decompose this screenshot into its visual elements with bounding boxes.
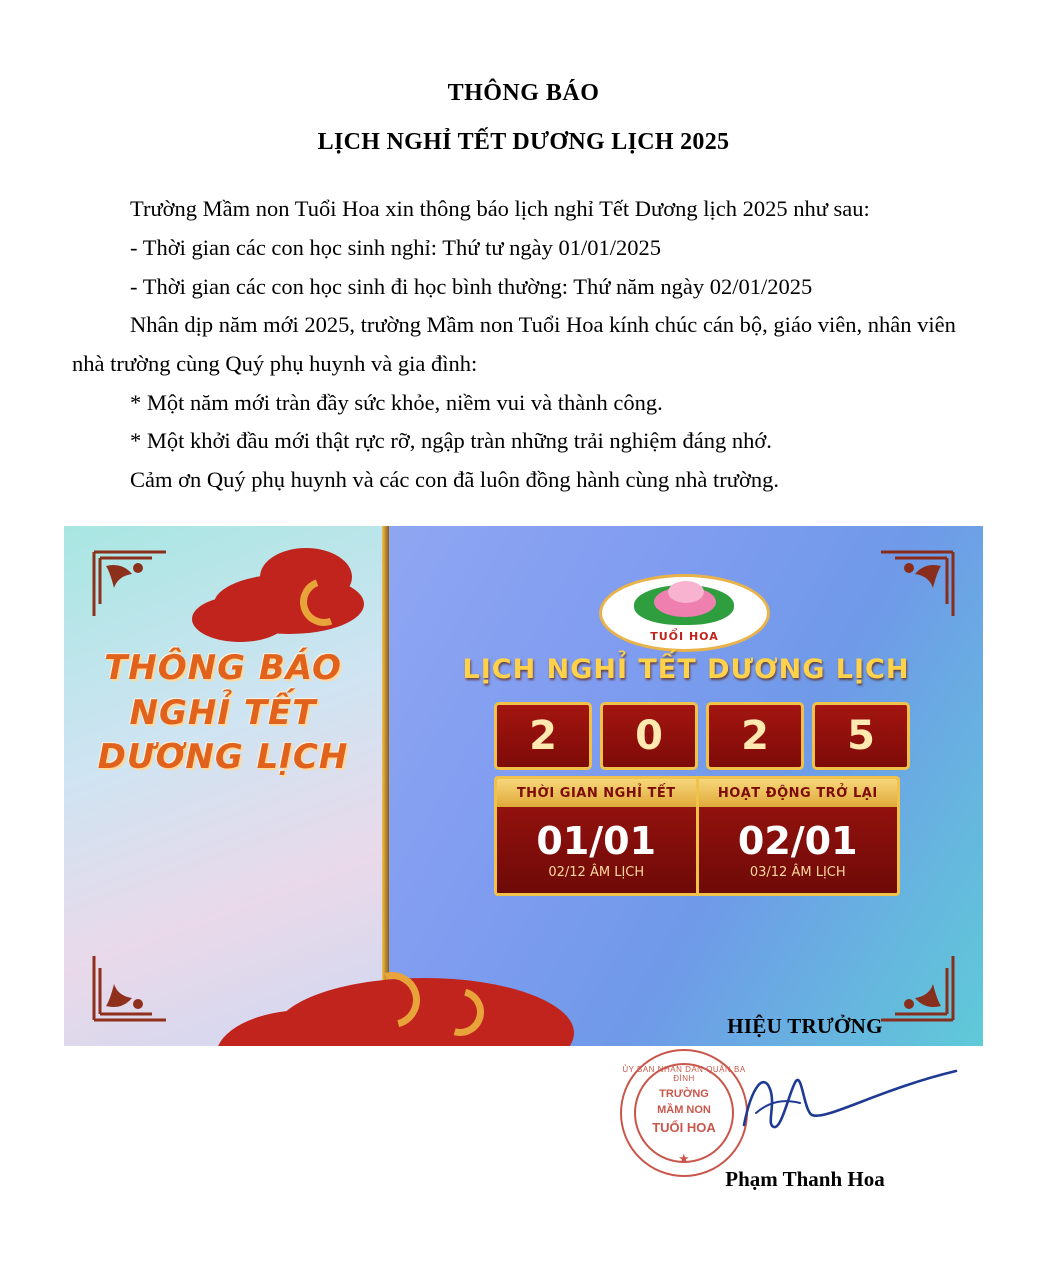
logo-flower-inner-icon: [668, 581, 704, 603]
stamp-line-3: TUỔI HOA: [652, 1119, 716, 1135]
body-paragraph-4: Nhân dịp năm mới 2025, trường Mầm non Tuổi Hoa kính chúc cán bộ, giáo viên, nhân viên nhà trường cùng Quý phụ huynh và gia đình:: [72, 312, 956, 376]
signature-block: [622, 1014, 970, 1192]
official-stamp: [620, 1049, 748, 1177]
poster-divider: [382, 526, 389, 1046]
year-digit: 2: [706, 702, 804, 770]
signature-title: HIỆU TRƯỞNG: [727, 1014, 883, 1038]
signature-area: [622, 1039, 970, 1167]
year-digit: 5: [812, 702, 910, 770]
date-value: 01/01: [536, 818, 657, 863]
body-paragraph-3: - Thời gian các con học sinh đi học bình thường: Thứ năm ngày 02/01/2025: [130, 273, 813, 299]
year-digit: 2: [494, 702, 592, 770]
poster-year: [494, 702, 910, 770]
page-title: THÔNG BÁO: [447, 80, 600, 106]
document-heading: [0, 0, 1047, 156]
body-paragraph-7: Cảm ơn Quý phụ huynh và các con đã luôn đồng hành cùng nhà trường.: [130, 467, 779, 492]
corner-ornament-icon: [877, 952, 957, 1024]
poster-headline: LỊCH NGHỈ TẾT DƯƠNG LỊCH: [462, 653, 910, 685]
lunar-date-value: 03/12 ÂM LỊCH: [749, 864, 846, 880]
school-logo: [599, 574, 770, 652]
stamp-line-1: TRƯỜNG: [659, 1088, 709, 1100]
poster-date-table: [494, 776, 900, 896]
body-paragraph-1: Trường Mầm non Tuổi Hoa xin thông báo lịch nghỉ Tết Dương lịch 2025 như sau:: [130, 196, 870, 222]
poster-left-title: THÔNG BÁO NGHỈ TẾT DƯƠNG LỊCH: [97, 647, 349, 778]
body-paragraph-2: - Thời gian các con học sinh nghỉ: Thứ tư ngày 01/01/2025: [130, 234, 662, 260]
logo-label: TUỔI HOA: [650, 629, 719, 643]
announcement-poster-image: [64, 526, 983, 1046]
year-digit: 0: [600, 702, 698, 770]
red-cloud-decoration: [192, 596, 288, 642]
date-column-header: THỜI GIAN NGHỈ TẾT: [497, 779, 696, 807]
handwritten-signature: [730, 1055, 970, 1147]
lunar-date-value: 02/12 ÂM LỊCH: [548, 864, 645, 880]
body-paragraph-5: * Một năm mới tràn đầy sức khỏe, niềm vui và thành công.: [130, 389, 663, 415]
date-value: 02/01: [737, 818, 858, 863]
stamp-center-text: [622, 1087, 746, 1138]
signer-name: Phạm Thanh Hoa: [725, 1167, 885, 1191]
body-paragraph-6: * Một khởi đầu mới thật rực rỡ, ngập tràn những trải nghiệm đáng nhớ.: [130, 428, 772, 454]
document-body: [72, 190, 975, 500]
stamp-star-icon: ★: [678, 1151, 690, 1166]
page-subtitle: LỊCH NGHỈ TẾT DƯƠNG LỊCH 2025: [317, 129, 730, 156]
corner-ornament-icon: [90, 952, 170, 1024]
corner-ornament-icon: [90, 548, 170, 620]
stamp-arc-text: ỦY BAN NHÂN DÂN QUẬN BA ĐÌNH: [622, 1065, 746, 1083]
date-column-header: HOẠT ĐỘNG TRỞ LẠI: [699, 779, 898, 807]
corner-ornament-icon: [877, 548, 957, 620]
date-column-holiday: [497, 779, 696, 893]
stamp-line-2: MẦM NON: [657, 1103, 711, 1116]
date-column-return: [696, 779, 898, 893]
